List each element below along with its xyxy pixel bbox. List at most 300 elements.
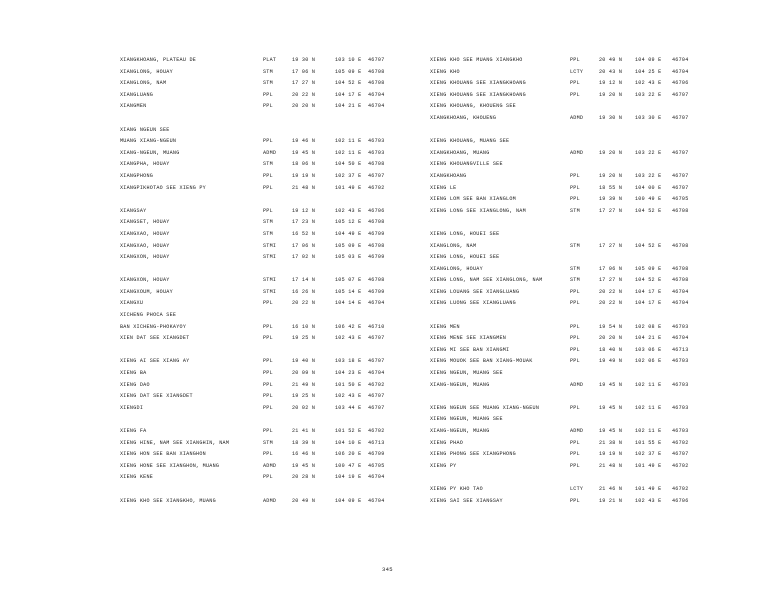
gazetteer-entry — [120, 125, 465, 137]
entry-latitude: 20 22 N — [292, 91, 316, 98]
entry-feature-type: PPL — [570, 323, 580, 330]
gazetteer-entry — [120, 194, 465, 206]
entry-longitude: 104 00 E — [635, 184, 662, 191]
entry-latitude: 19 39 N — [599, 196, 623, 203]
entry-feature-type: PPL — [570, 439, 580, 446]
entry-latitude: 19 25 N — [292, 393, 316, 400]
entry-longitude: 102 43 E — [335, 335, 362, 342]
right-column — [430, 55, 775, 507]
entry-name: XIANGPHA, HOUAY — [120, 161, 170, 168]
entry-feature-type: STM — [570, 265, 580, 272]
gazetteer-entry — [430, 310, 775, 322]
entry-name: XIENG MI SEE BAN XIANGMI — [430, 346, 510, 353]
entry-longitude: 102 06 E — [635, 358, 662, 365]
entry-longitude: 103 18 E — [335, 358, 362, 365]
entry-feature-type: ADMD — [570, 149, 584, 156]
gazetteer-entry — [430, 275, 775, 287]
entry-sheet-number: 46708 — [672, 242, 689, 249]
gazetteer-entry — [120, 287, 465, 299]
entry-sheet-number: 46704 — [368, 91, 385, 98]
entry-name: XIENG DAO — [120, 381, 150, 388]
entry-sheet-number: 46709 — [368, 230, 385, 237]
entry-feature-type: PPL — [570, 451, 580, 458]
entry-sheet-number: 46706 — [368, 207, 385, 214]
gazetteer-entry — [430, 496, 775, 508]
entry-sheet-number: 46708 — [368, 219, 385, 226]
gazetteer-entry — [120, 229, 465, 241]
entry-feature-type: PPL — [570, 172, 580, 179]
entry-sheet-number: 46708 — [672, 265, 689, 272]
gazetteer-entry — [430, 90, 775, 102]
gazetteer-entry — [120, 55, 465, 67]
entry-sheet-number: 46704 — [368, 370, 385, 377]
entry-name: XIENG HINE, NAM SEE XIANGHIN, NAM — [120, 439, 230, 446]
gazetteer-entry — [120, 414, 465, 426]
entry-feature-type: LCTY — [570, 485, 584, 492]
entry-longitude: 100 49 E — [635, 196, 662, 203]
entry-latitude: 20 22 N — [599, 288, 623, 295]
gazetteer-entry — [430, 264, 775, 276]
entry-sheet-number: 46706 — [672, 80, 689, 87]
entry-feature-type: PPL — [263, 207, 273, 214]
entry-latitude: 18 39 N — [292, 439, 316, 446]
entry-latitude: 20 20 N — [599, 335, 623, 342]
entry-feature-type: PPL — [263, 138, 273, 145]
entry-longitude: 102 37 E — [335, 172, 362, 179]
entry-latitude: 19 54 N — [599, 323, 623, 330]
entry-latitude: 21 48 N — [292, 184, 316, 191]
entry-name: XIENG NGEUN SEE MUANG XIANG-NGEUN — [430, 404, 540, 411]
entry-sheet-number: 46708 — [672, 207, 689, 214]
gazetteer-entry — [120, 310, 465, 322]
gazetteer-entry — [120, 484, 465, 496]
entry-feature-type: ADMD — [570, 381, 584, 388]
entry-sheet-number: 46707 — [672, 451, 689, 458]
entry-sheet-number: 46703 — [368, 149, 385, 156]
entry-name: XIENG LONG, HOUEI SEE — [430, 254, 500, 261]
entry-name: XIENG SAI SEE XIANGSAY — [430, 497, 503, 504]
entry-feature-type: ADMD — [263, 462, 277, 469]
entry-sheet-number: 46702 — [672, 439, 689, 446]
entry-name: XIENG AI SEE XIANG AY — [120, 358, 190, 365]
entry-feature-type: PPL — [570, 288, 580, 295]
gazetteer-entry — [430, 101, 775, 113]
entry-longitude: 104 52 E — [335, 80, 362, 87]
entry-longitude: 104 52 E — [635, 207, 662, 214]
entry-sheet-number: 46708 — [672, 277, 689, 284]
page-number: 345 — [382, 566, 393, 573]
entry-feature-type: STM — [263, 80, 273, 87]
gazetteer-entry — [120, 171, 465, 183]
entry-feature-type: STM — [263, 219, 273, 226]
entry-sheet-number: 46713 — [672, 346, 689, 353]
entry-latitude: 20 49 N — [292, 497, 316, 504]
entry-longitude: 104 52 E — [635, 277, 662, 284]
entry-sheet-number: 46703 — [672, 404, 689, 411]
entry-name: XIENG MENE SEE XIANGMEN — [430, 335, 507, 342]
entry-longitude: 104 23 E — [335, 370, 362, 377]
entry-sheet-number: 46707 — [672, 114, 689, 121]
gazetteer-entry — [430, 217, 775, 229]
entry-longitude: 104 17 E — [635, 288, 662, 295]
entry-latitude: 19 19 N — [292, 172, 316, 179]
entry-name: XIEN DAT SEE XIANGDET — [120, 335, 190, 342]
entry-feature-type: PPL — [570, 196, 580, 203]
entry-sheet-number: 46702 — [368, 184, 385, 191]
entry-name: XIENG NGEUN, MUANG SEE — [430, 370, 503, 377]
entry-feature-type: PPL — [570, 462, 580, 469]
entry-name: XIANGSET, HOUAY — [120, 219, 170, 226]
entry-longitude: 102 11 E — [635, 404, 662, 411]
entry-feature-type: PPL — [570, 346, 580, 353]
gazetteer-entry — [120, 403, 465, 415]
entry-latitude: 16 10 N — [292, 323, 316, 330]
entry-latitude: 17 27 N — [599, 242, 623, 249]
gazetteer-entry — [120, 322, 465, 334]
entry-name: MUANG XIANG-NGEUN — [120, 138, 177, 145]
entry-sheet-number: 46707 — [672, 91, 689, 98]
entry-feature-type: STM — [570, 242, 580, 249]
entry-name: XIENG PY KHO TAO — [430, 485, 483, 492]
entry-name: XIENG NGEUN, MUANG SEE — [430, 416, 503, 423]
gazetteer-entry — [120, 90, 465, 102]
entry-longitude: 104 10 E — [335, 439, 362, 446]
entry-sheet-number: 46703 — [672, 358, 689, 365]
entry-latitude: 20 28 N — [292, 474, 316, 481]
entry-longitude: 104 21 E — [635, 335, 662, 342]
entry-latitude: 20 09 N — [292, 370, 316, 377]
entry-sheet-number: 46703 — [672, 381, 689, 388]
entry-name: XIENG BA — [120, 370, 147, 377]
entry-longitude: 104 25 E — [635, 68, 662, 75]
entry-feature-type: PPL — [570, 184, 580, 191]
entry-latitude: 21 49 N — [292, 381, 316, 388]
gazetteer-entry — [430, 241, 775, 253]
entry-latitude: 16 46 N — [292, 451, 316, 458]
entry-sheet-number: 46705 — [672, 196, 689, 203]
gazetteer-entry — [120, 159, 465, 171]
entry-latitude: 19 20 N — [599, 91, 623, 98]
entry-latitude: 19 49 N — [599, 358, 623, 365]
entry-name: XIANGKHOANG, MUANG — [430, 149, 490, 156]
entry-sheet-number: 46708 — [368, 80, 385, 87]
entry-feature-type: PPL — [570, 57, 580, 63]
entry-feature-type: LCTY — [570, 68, 584, 75]
entry-latitude: 20 43 N — [599, 68, 623, 75]
gazetteer-entry — [430, 206, 775, 218]
entry-sheet-number: 46707 — [368, 57, 385, 63]
entry-feature-type: PPL — [263, 184, 273, 191]
entry-longitude: 102 43 E — [635, 80, 662, 87]
entry-longitude: 100 47 E — [335, 462, 362, 469]
entry-latitude: 19 40 N — [292, 358, 316, 365]
entry-feature-type: PPL — [263, 103, 273, 110]
entry-longitude: 102 43 E — [335, 207, 362, 214]
entry-sheet-number: 46702 — [672, 462, 689, 469]
entry-sheet-number: 46707 — [368, 172, 385, 179]
entry-feature-type: STMI — [263, 254, 277, 261]
entry-sheet-number: 46705 — [368, 462, 385, 469]
entry-longitude: 101 50 E — [335, 381, 362, 388]
gazetteer-entry — [430, 159, 775, 171]
gazetteer-entry — [430, 333, 775, 345]
entry-latitude: 19 19 N — [599, 451, 623, 458]
entry-latitude: 19 30 N — [292, 57, 316, 63]
entry-sheet-number: 46702 — [672, 485, 689, 492]
entry-name: XIANGSAY — [120, 207, 147, 214]
entry-name: XIENG HON SEE BAN XIANGHON — [120, 451, 206, 458]
entry-longitude: 101 52 E — [335, 428, 362, 434]
entry-latitude: 18 40 N — [599, 346, 623, 353]
entry-sheet-number: 46707 — [672, 184, 689, 191]
entry-feature-type: PLAT — [263, 57, 277, 63]
entry-sheet-number: 46708 — [368, 242, 385, 249]
entry-name: XIANG-NGEUN, MUANG — [430, 428, 490, 434]
entry-longitude: 104 17 E — [635, 300, 662, 307]
entry-sheet-number: 46703 — [672, 428, 689, 434]
entry-name: XIENG FA — [120, 428, 147, 434]
entry-feature-type: STM — [263, 439, 273, 446]
gazetteer-entry — [430, 113, 775, 125]
entry-latitude: 21 48 N — [599, 462, 623, 469]
gazetteer-entry — [430, 78, 775, 90]
gazetteer-entry — [430, 55, 775, 67]
entry-latitude: 18 06 N — [292, 161, 316, 168]
entry-longitude: 102 08 E — [635, 323, 662, 330]
entry-name: XIANGXAO, HOUAY — [120, 230, 170, 237]
entry-name: XIENG LOM SEE BAN XIANGLOM — [430, 196, 516, 203]
entry-longitude: 104 14 E — [335, 300, 362, 307]
gazetteer-entry — [120, 426, 465, 438]
entry-longitude: 102 43 E — [635, 497, 662, 504]
entry-longitude: 101 49 E — [635, 485, 662, 492]
entry-longitude: 105 09 E — [635, 265, 662, 272]
entry-latitude: 19 20 N — [599, 149, 623, 156]
gazetteer-entry — [120, 217, 465, 229]
gazetteer-entry — [120, 275, 465, 287]
gazetteer-entry — [430, 183, 775, 195]
entry-longitude: 105 09 E — [335, 68, 362, 75]
entry-feature-type: PPL — [570, 335, 580, 342]
entry-sheet-number: 46707 — [368, 404, 385, 411]
gazetteer-entry — [120, 345, 465, 357]
entry-longitude: 103 22 E — [635, 172, 662, 179]
gazetteer-entry — [120, 252, 465, 264]
gazetteer-entry — [120, 461, 465, 473]
entry-latitude: 19 25 N — [292, 335, 316, 342]
entry-feature-type: PPL — [263, 335, 273, 342]
entry-longitude: 101 49 E — [335, 184, 362, 191]
entry-sheet-number: 46704 — [672, 68, 689, 75]
entry-sheet-number: 46707 — [368, 358, 385, 365]
gazetteer-entry — [430, 345, 775, 357]
gazetteer-entry — [430, 148, 775, 160]
left-column — [120, 55, 465, 507]
entry-name: XIANGXAO, HOUAY — [120, 242, 170, 249]
entry-name: BAN XICHENG-PHOKAYOY — [120, 323, 187, 330]
entry-name: XIANGMEN — [120, 103, 147, 110]
entry-feature-type: PPL — [263, 381, 273, 388]
entry-longitude: 104 21 E — [335, 103, 362, 110]
gazetteer-entry — [430, 449, 775, 461]
entry-latitude: 16 26 N — [292, 288, 316, 295]
entry-feature-type: STMI — [263, 242, 277, 249]
gazetteer-entry — [120, 148, 465, 160]
entry-feature-type: PPL — [570, 91, 580, 98]
entry-name: XIENG KENE — [120, 474, 154, 481]
entry-latitude: 19 12 N — [599, 80, 623, 87]
entry-latitude: 16 52 N — [292, 230, 316, 237]
entry-name: XIENG KHOUANGVILLE SEE — [430, 161, 503, 168]
entry-name: XIANGKHOANG, PLATEAU DE — [120, 57, 197, 63]
entry-feature-type: PPL — [263, 451, 273, 458]
entry-feature-type: STM — [263, 230, 273, 237]
entry-sheet-number: 46704 — [368, 300, 385, 307]
entry-feature-type: PPL — [570, 358, 580, 365]
entry-name: XIENG LE — [430, 184, 457, 191]
entry-sheet-number: 46704 — [672, 288, 689, 295]
entry-feature-type: STM — [263, 68, 273, 75]
entry-longitude: 105 14 E — [335, 288, 362, 295]
gazetteer-entry — [430, 426, 775, 438]
gazetteer-entry — [120, 449, 465, 461]
gazetteer-entry — [120, 67, 465, 79]
entry-sheet-number: 46704 — [672, 335, 689, 342]
gazetteer-entry — [430, 229, 775, 241]
entry-longitude: 102 11 E — [335, 138, 362, 145]
entry-feature-type: STM — [263, 161, 273, 168]
entry-feature-type: PPL — [570, 404, 580, 411]
gazetteer-entry — [120, 183, 465, 195]
entry-feature-type: PPL — [570, 300, 580, 307]
entry-longitude: 103 30 E — [635, 114, 662, 121]
entry-latitude: 17 14 N — [292, 277, 316, 284]
entry-sheet-number: 46707 — [672, 172, 689, 179]
entry-longitude: 101 55 E — [635, 439, 662, 446]
entry-sheet-number: 46702 — [368, 428, 385, 434]
entry-latitude: 19 45 N — [599, 381, 623, 388]
gazetteer-entry — [430, 136, 775, 148]
entry-name: XIANGLUANG — [120, 91, 154, 98]
entry-latitude: 19 20 N — [599, 172, 623, 179]
gazetteer-entry — [430, 252, 775, 264]
entry-longitude: 105 07 E — [335, 277, 362, 284]
gazetteer-entry — [430, 380, 775, 392]
entry-feature-type: PPL — [263, 91, 273, 98]
entry-name: XIENG LOUANG SEE XIANGLUANG — [430, 288, 520, 295]
gazetteer-entry — [430, 322, 775, 334]
entry-feature-type: STM — [570, 277, 580, 284]
gazetteer-entry — [120, 368, 465, 380]
entry-name: XIENG KHO SEE XIANGKHO, MUANG — [120, 497, 216, 504]
entry-sheet-number: 46704 — [368, 103, 385, 110]
entry-longitude: 104 17 E — [335, 91, 362, 98]
entry-sheet-number: 46710 — [368, 323, 385, 330]
entry-sheet-number: 46704 — [368, 497, 385, 504]
entry-sheet-number: 46704 — [672, 300, 689, 307]
entry-latitude: 20 02 N — [292, 404, 316, 411]
gazetteer-entry — [430, 356, 775, 368]
entry-latitude: 19 30 N — [599, 114, 623, 121]
entry-sheet-number: 46708 — [368, 68, 385, 75]
entry-name: XIENG KHO — [430, 68, 460, 75]
entry-latitude: 20 22 N — [292, 300, 316, 307]
entry-latitude: 19 12 N — [292, 207, 316, 214]
entry-feature-type: PPL — [263, 404, 273, 411]
entry-name: XICHENG PHOCA SEE — [120, 312, 177, 319]
gazetteer-entry — [430, 403, 775, 415]
entry-feature-type: PPL — [570, 497, 580, 504]
entry-longitude: 105 03 E — [335, 254, 362, 261]
entry-longitude: 103 22 E — [635, 91, 662, 98]
entry-name: XIANGLONG, HOUAY — [120, 68, 173, 75]
entry-latitude: 17 02 N — [292, 254, 316, 261]
entry-name: XIANG-NGEUN, MUANG — [120, 149, 180, 156]
entry-name: XIENG PHONG SEE XIANGPHONG — [430, 451, 516, 458]
entry-name: XIANGLONG, NAM — [120, 80, 167, 87]
entry-name: XIANGXU — [120, 300, 144, 307]
gazetteer-entry — [120, 101, 465, 113]
entry-name: XIENG PY — [430, 462, 457, 469]
entry-latitude: 19 45 N — [292, 462, 316, 469]
entry-name: XIENG KHOUANG, KHOUENG SEE — [430, 103, 516, 110]
gazetteer-entry — [120, 380, 465, 392]
entry-latitude: 19 45 N — [292, 149, 316, 156]
entry-name: XIENG PHAO — [430, 439, 464, 446]
entry-latitude: 17 27 N — [599, 277, 623, 284]
entry-name: XIANGPHONG — [120, 172, 154, 179]
entry-sheet-number: 46702 — [368, 381, 385, 388]
entry-longitude: 103 06 E — [635, 346, 662, 353]
entry-name: XIANG-NGEUN, MUANG — [430, 381, 490, 388]
entry-latitude: 21 41 N — [292, 428, 316, 434]
gazetteer-entry — [120, 438, 465, 450]
gazetteer-entry — [430, 484, 775, 496]
entry-sheet-number: 46709 — [368, 254, 385, 261]
entry-latitude: 21 38 N — [599, 439, 623, 446]
entry-latitude: 20 20 N — [292, 103, 316, 110]
entry-name: XIENG LONG, HOUEI SEE — [430, 230, 500, 237]
entry-name: XIENG MEN — [430, 323, 460, 330]
entry-name: XIANG NGEUN SEE — [120, 126, 170, 133]
gazetteer-entry — [430, 438, 775, 450]
gazetteer-entry — [430, 298, 775, 310]
entry-name: XIENG LONG, NAM SEE XIANGLONG, NAM — [430, 277, 543, 284]
entry-feature-type: PPL — [570, 80, 580, 87]
entry-longitude: 104 09 E — [635, 57, 662, 63]
gazetteer-entry — [430, 414, 775, 426]
gazetteer-entry — [120, 298, 465, 310]
gazetteer-entry — [120, 78, 465, 90]
gazetteer-entry — [120, 333, 465, 345]
entry-latitude: 17 06 N — [599, 265, 623, 272]
entry-latitude: 19 45 N — [599, 428, 623, 434]
entry-feature-type: STMI — [263, 277, 277, 284]
gazetteer-entry — [120, 206, 465, 218]
gazetteer-entry — [430, 368, 775, 380]
entry-longitude: 102 11 E — [335, 149, 362, 156]
entry-name: XIENG KHOUANG, MUANG SEE — [430, 138, 510, 145]
entry-latitude: 19 21 N — [599, 497, 623, 504]
entry-sheet-number: 46706 — [672, 497, 689, 504]
gazetteer-entry — [120, 496, 465, 508]
entry-name: XIENG HONE SEE XIANGHON, MUANG — [120, 462, 220, 469]
entry-sheet-number: 46704 — [672, 57, 689, 63]
entry-longitude: 104 50 E — [335, 161, 362, 168]
entry-feature-type: PPL — [263, 428, 273, 434]
entry-longitude: 103 22 E — [635, 149, 662, 156]
gazetteer-entry — [430, 67, 775, 79]
